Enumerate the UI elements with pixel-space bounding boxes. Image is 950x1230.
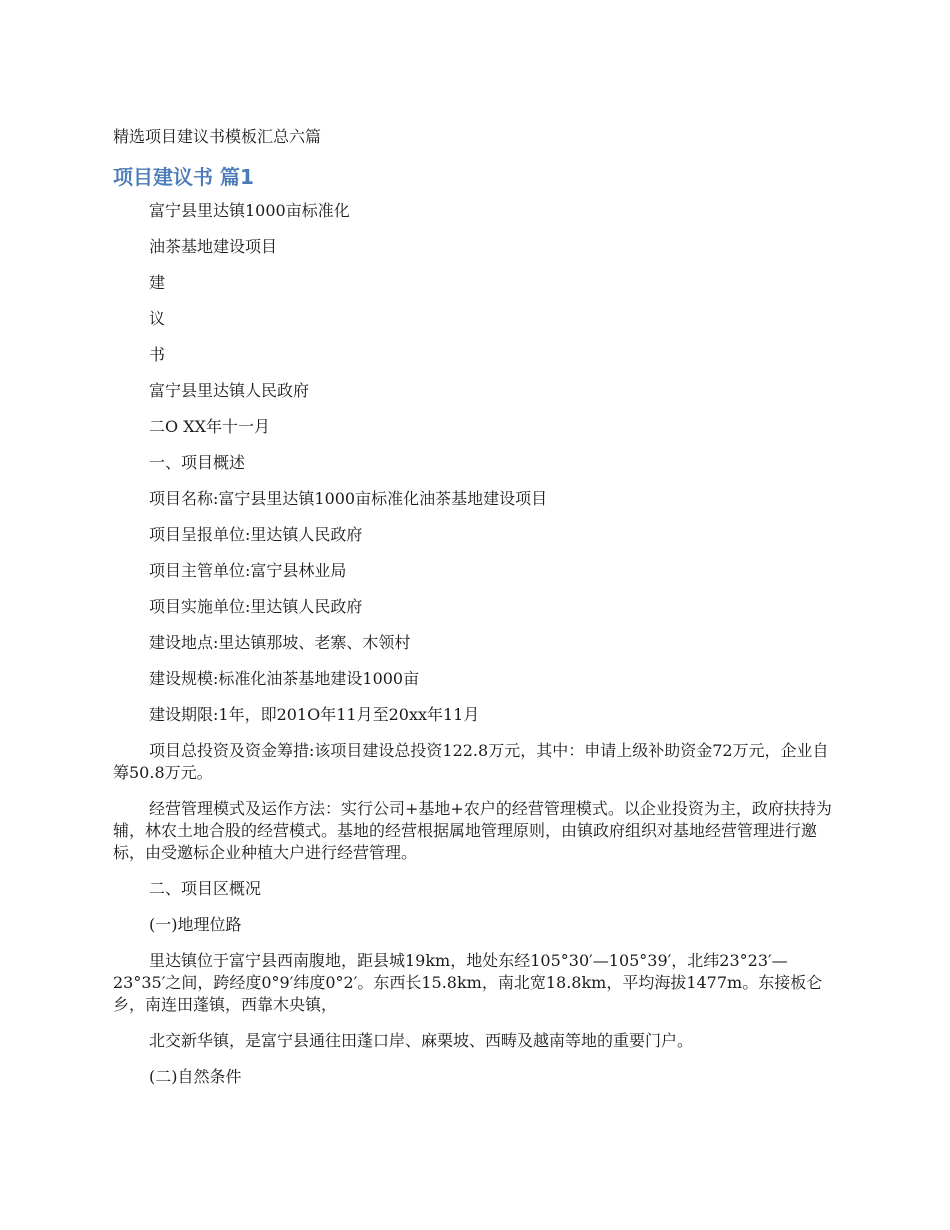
paragraph-period: 建设期限:1年，即201O年11月至20xx年11月 bbox=[149, 705, 480, 724]
paragraph-submitting-unit: 项目呈报单位:里达镇人民政府 bbox=[149, 525, 363, 544]
paragraph-subsection-2: (二)自然条件 bbox=[149, 1067, 242, 1086]
paragraph-yi: 议 bbox=[149, 309, 166, 328]
paragraph-geography-cont: 北交新华镇，是富宁县通往田蓬口岸、麻栗坡、西畴及越南等地的重要门户。 bbox=[149, 1031, 694, 1050]
paragraph-government: 富宁县里达镇人民政府 bbox=[149, 381, 310, 400]
document-title: 精选项目建议书模板汇总六篇 bbox=[113, 127, 322, 146]
paragraph-section-2: 二、项目区概况 bbox=[149, 879, 262, 898]
paragraph-geography: 里达镇位于富宁县西南腹地，距县城19km，地处东经105°30′—105°39′，北纬23°23′—23°35′之间，跨经度0°9′纬度0°2′。东西长15.8km，南北宽18.8km，平均海拔1477m。东接板仑乡，南连田蓬镇，西靠木央镇， bbox=[113, 951, 823, 1014]
paragraph-scale: 建设规模:标准化油茶基地建设1000亩 bbox=[149, 669, 420, 688]
paragraph-section-1: 一、项目概述 bbox=[149, 453, 246, 472]
paragraph-date: 二O XX年十一月 bbox=[149, 417, 270, 436]
section-heading: 项目建议书 篇1 bbox=[113, 165, 254, 189]
paragraph-supervising-unit: 项目主管单位:富宁县林业局 bbox=[149, 561, 347, 580]
paragraph-shu: 书 bbox=[149, 345, 166, 364]
paragraph-subsection-1: (一)地理位路 bbox=[149, 915, 242, 934]
paragraph-project-name: 项目名称:富宁县里达镇1000亩标准化油茶基地建设项目 bbox=[149, 489, 548, 508]
paragraph-project-name-line1: 富宁县里达镇1000亩标准化 bbox=[149, 201, 350, 220]
paragraph-jian: 建 bbox=[149, 273, 166, 292]
paragraph-investment: 项目总投资及资金筹措:该项目建设总投资122.8万元，其中：申请上级补助资金72万元，企业自筹50.8万元。 bbox=[113, 741, 829, 782]
paragraph-implementing-unit: 项目实施单位:里达镇人民政府 bbox=[149, 597, 363, 616]
paragraph-location: 建设地点:里达镇那坡、老寨、木领村 bbox=[149, 633, 411, 652]
paragraph-project-name-line2: 油茶基地建设项目 bbox=[149, 237, 278, 256]
document-body bbox=[113, 200, 833, 1102]
paragraph-management: 经营管理模式及运作方法：实行公司+基地+农户的经营管理模式。以企业投资为主，政府扶持为辅，林农土地合股的经营模式。基地的经营根据属地管理原则，由镇政府组织对基地经营管理进行邀标，由受邀标企业种植大户进行经营管理。 bbox=[113, 799, 832, 862]
